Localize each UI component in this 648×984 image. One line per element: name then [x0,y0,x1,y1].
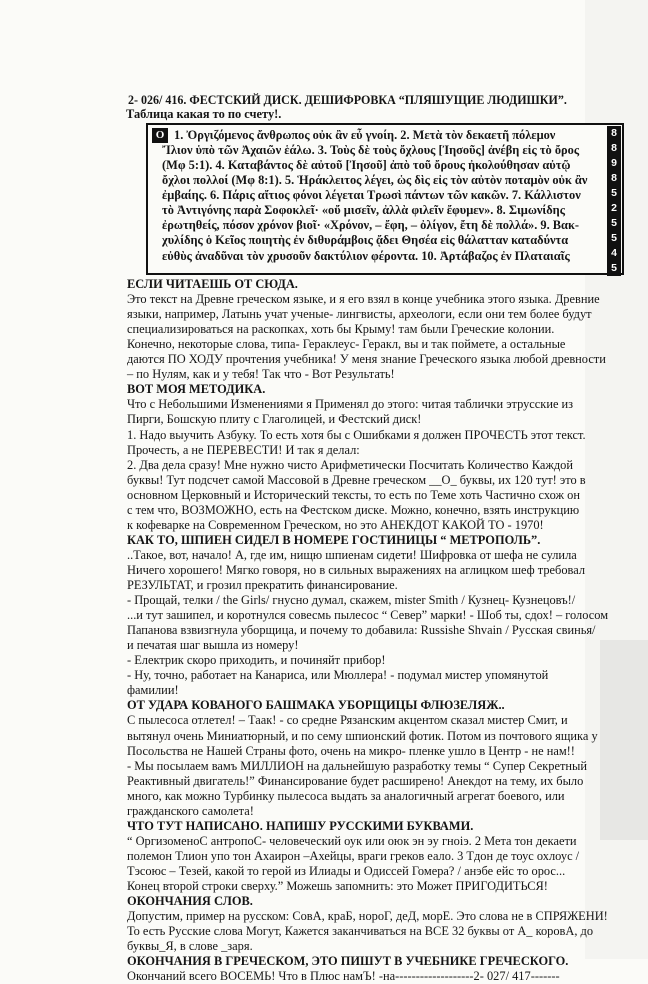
body-text-line: Ничего хорошего! Мягко говоря, но в сильных выражениях на аглицком шеф требовал [127,562,585,577]
body-text-line: и печатая шаг вышла из номеру! [127,638,299,653]
body-text-line: То есть Русские слова Могут, Кажется заканчиваться на ВСЕ 32 буквы от А_ коровА, до [127,924,594,939]
body-text-line: языки, например, Латынь учат ученые- лингвисты, археологи, если они тем более будут [127,307,592,322]
body-text-line: - Ну, точно, работает на Канариса, или Мюллера! - подумал мистер упомянутой [127,668,549,683]
row-count-badge: 8 [607,126,621,141]
body-text-line: Что с Небольшими Изменениями я Применял до этого: читая таблички этрусские из [127,397,574,412]
row-count-badge: 2 [607,201,621,216]
body-text-line: Прочесть, а не ПЕРЕВЕСТИ! И так я делал: [127,442,360,457]
row-count-badge: 8 [607,171,621,186]
body-text-line: Окончаний всего ВОСЕМЬ! Что в Плюс намЪ! -на-------------------2- 027/ 417------- [127,969,560,984]
section-heading: ЧТО ТУТ НАПИСАНО. НАПИШУ РУССКИМИ БУКВАМИ. [127,818,474,833]
greek-line: ἐρωτηθείς, πόσον χρόνον βιοῖ· «Χρόνον, – ἔφη, – ὀλίγον, ἔτη δὲ πολλά». 9. Βακ- [162,218,579,232]
body-text-line: С пылесоса отлетел! – Таак! - со средне Рязанским акцентом сказал мистер Смит, и [127,713,568,728]
greek-line: ὄχλοι πολλοί (Μφ 8:1). 5. Ἡράκλειτος λέγει, ὡς δὶς εἰς τὸν αὐτὸν ποταμὸν οὐκ ἂν [162,173,588,187]
section-heading: ВОТ МОЯ МЕТОДИКА. [127,382,266,397]
row-count-badge: 5 [607,216,621,231]
letter-badge: O [152,128,168,143]
section-heading: ОКОНЧАНИЯ СЛОВ. [127,894,253,909]
row-count-badge: 5 [607,186,621,201]
body-text-line: – по Нулям, как и у тебя! Так что - Вот Результать! [127,367,395,382]
greek-line: ἐμβαίης. 6. Πάρις αἴτιος φόνοι λέγεται Τρωσὶ πάντων τῶν κακῶν. 7. Κάλλιστον [162,188,581,202]
body-text-line: вытянул очень Миниатюрный, и по сему шпионский фотик. Потом из почтового ящика у [127,728,598,743]
body-text-line: полемон Тлион упо тон Ахаирон –Ахейцы, враги греков еало. 3 Тдон де тоус охлоус / [127,848,580,863]
body-text-line: ...и тут зашипел, и коротнулся совесмь пылесос “ Север” марки! - Шоб ты, сдох! – голосом [127,608,609,623]
body-text-line: буквы! Тут подсчет самой Массовой в Древне греческом __О_ буквы, их 120 тут! это в [127,472,586,487]
body-text-line: “ ОргизоменоС антропоС- человеческий оук или оюк эн эу гноiэ. 2 Мета тон декаети [127,833,577,848]
greek-line: (Μφ 5:1). 4. Καταβάντος δὲ αὐτοῦ [Ἰησοῦ] ἀπὸ τοῦ ὄρους ἠκολούθησαν αὐτῷ [162,158,571,172]
body-text-line: Посольства не Нашей Страны фото, очень на микро- пленке ушло в Центр - не нам!! [127,743,575,758]
greek-line: Ἴλιον ὑπὸ τῶν Ἀχαιῶν ἑάλω. 3. Τοὺς δὲ τοὺς ὄχλους [Ἰησοῦς] ἀνέβη εἰς τὸ ὄρος [162,143,580,157]
section-heading: ЕСЛИ ЧИТАЕШЬ ОТ СЮДА. [127,277,298,291]
greek-line: εὐθὺς ἀναδῦναι τὸν χρυσοῦν δακτύλιον φέροντα. 10. Ἀρτάβαζος ἐν Πλαταιαῖς [162,249,570,263]
section-heading: ОКОНЧАНИЯ В ГРЕЧЕСКОМ, ЭТО ПИШУТ В УЧЕБНИКЕ ГРЕЧЕСКОГО. [127,954,569,969]
body-text-line: Тэсоюс – Тезей, какой то герой из Илиады и Одиссей Гомера? / анэбе ейс то орос... [127,863,566,878]
body-text-line: Конечно, некоторые слова, типа- Гераклеус- Геракл, вы и так поймете, а остальные [127,337,566,352]
body-text-line: - Прощай, телки / the Girls/ гнусно думал, скажем, mister Smith / Кузнец- Кузнецовъ!/ [127,593,576,608]
body-text-line: Допустим, пример на русском: СовА, краБ, нороГ, деД, морЕ. Это слова не в СПРЯЖЕНИ! [127,909,608,924]
body-text-line: Папанова взвизгнула уборщица, и почему то добавила: Russishe Shvain / Русская свинья/ [127,623,596,638]
greek-line: 1. Ὀργιζόμενος ἄνθρωπος οὐκ ἂν εὖ γνοίη. 2. Μετὰ τὸν δεκαετῆ πόλεμον [174,128,556,142]
body-text-line: ..Такое, вот, начало! А, где им, нищю шпиенам сидети! Шифровка от шефа не сулила [127,547,577,562]
body-text-line: основном Церковный и Исторический тексты, то есть по Теме хоть Частично схож он [127,487,580,502]
section-heading: КАК ТО, ШПИЕН СИДЕЛ В НОМЕРЕ ГОСТИНИЦЫ “ МЕТРОПОЛЬ”. [127,532,541,547]
section-heading: ОТ УДАРА КОВАНОГО БАШМАКА УБОРЩИЦЫ ФЛЮЗЕЛЯЖ.. [127,698,505,713]
body-text-line: фамилии! [127,683,179,698]
row-count-badge: 5 [607,261,621,276]
body-text-line: 1. Надо выучить Азбуку. То есть хотя бы с Ошибками я должен ПРОЧЕСТЬ этот текст. [127,427,586,442]
row-count-badge: 8 [607,141,621,156]
body-text-line: специализироваться на раскопках, хоть бы Крыму! там были Греческие колонии. [127,322,555,337]
body-text-line: РЕЗУЛЬТАТ, и грозил прекратить финансирование. [127,578,398,592]
page-header: 2- 026/ 416. ФЕСТСКИЙ ДИСК. ДЕШИФРОВКА “ПЛЯШУЩИЕ ЛЮДИШКИ”. [128,93,567,107]
body-text-line: много, как можно Турбинку пылесоса выдать за аналогичный агрегат боевого, или [127,788,565,803]
body-text-line: Реактивный двигатель!” Финансирование будет расширено! Анекдот на тему, их было [127,773,584,788]
greek-line: τὸ Ἀντιγόνης παρὰ Σοφοκλεῖ· «οὔ μισεῖν, ἀλλὰ φιλεῖν ἔφυμεν». 8. Σιμωνίδης [162,203,565,217]
body-text-line: гражданского самолета! [127,803,254,818]
greek-line: χυλίδης ὁ Κεῖος ποιητὴς ἐν διθυράμβοις ᾄδει Θησέα εἰς θάλατταν καταδύντα [162,233,569,247]
body-text-line: даются ПО ХОДУ прочтения учебника! У меня знание Греческого языка любой древности [127,352,606,367]
row-count-badge: 5 [607,231,621,246]
body-text-line: Пирги, Бошскую плиту с Глаголицей, и Фестский диск! [127,412,422,427]
body-text-line: буквы_Я, в слове _заря. [127,939,253,954]
body-text-line: к кофеварке на Современном Греческом, но это АНЕКДОТ КАКОЙ ТО - 1970! [127,517,544,532]
bleed-through [600,640,648,840]
row-count-badge: 9 [607,156,621,171]
body-text-line: - Електрик скоро приходить, и починяйт прибор! [127,653,386,668]
row-count-badge: 4 [607,246,621,261]
body-text-line: 2. Два дела сразу! Мне нужно чисто Арифметически Посчитать Количество Каждой [127,457,574,472]
table-caption: Таблица какая то по счету!. [126,107,282,121]
body-text-line: Это текст на Древне греческом языке, и я его взял в конце учебника этого языка. Древние [127,292,600,307]
body-text-line: - Мы посылаем вамъ МИЛЛИОН на дальнейшую разработку темы “ Супер Секретный [127,758,587,773]
greek-text-box [146,123,624,275]
body-text-line: с тем что, ВОЗМОЖНО, есть на Фестском диске. Можно, конечно, взять инструкцию [127,502,580,517]
body-text-line: Конец второй строки сверху.” Можешь запомнить: это Может ПРИГОДИТЬСЯ! [127,879,548,893]
